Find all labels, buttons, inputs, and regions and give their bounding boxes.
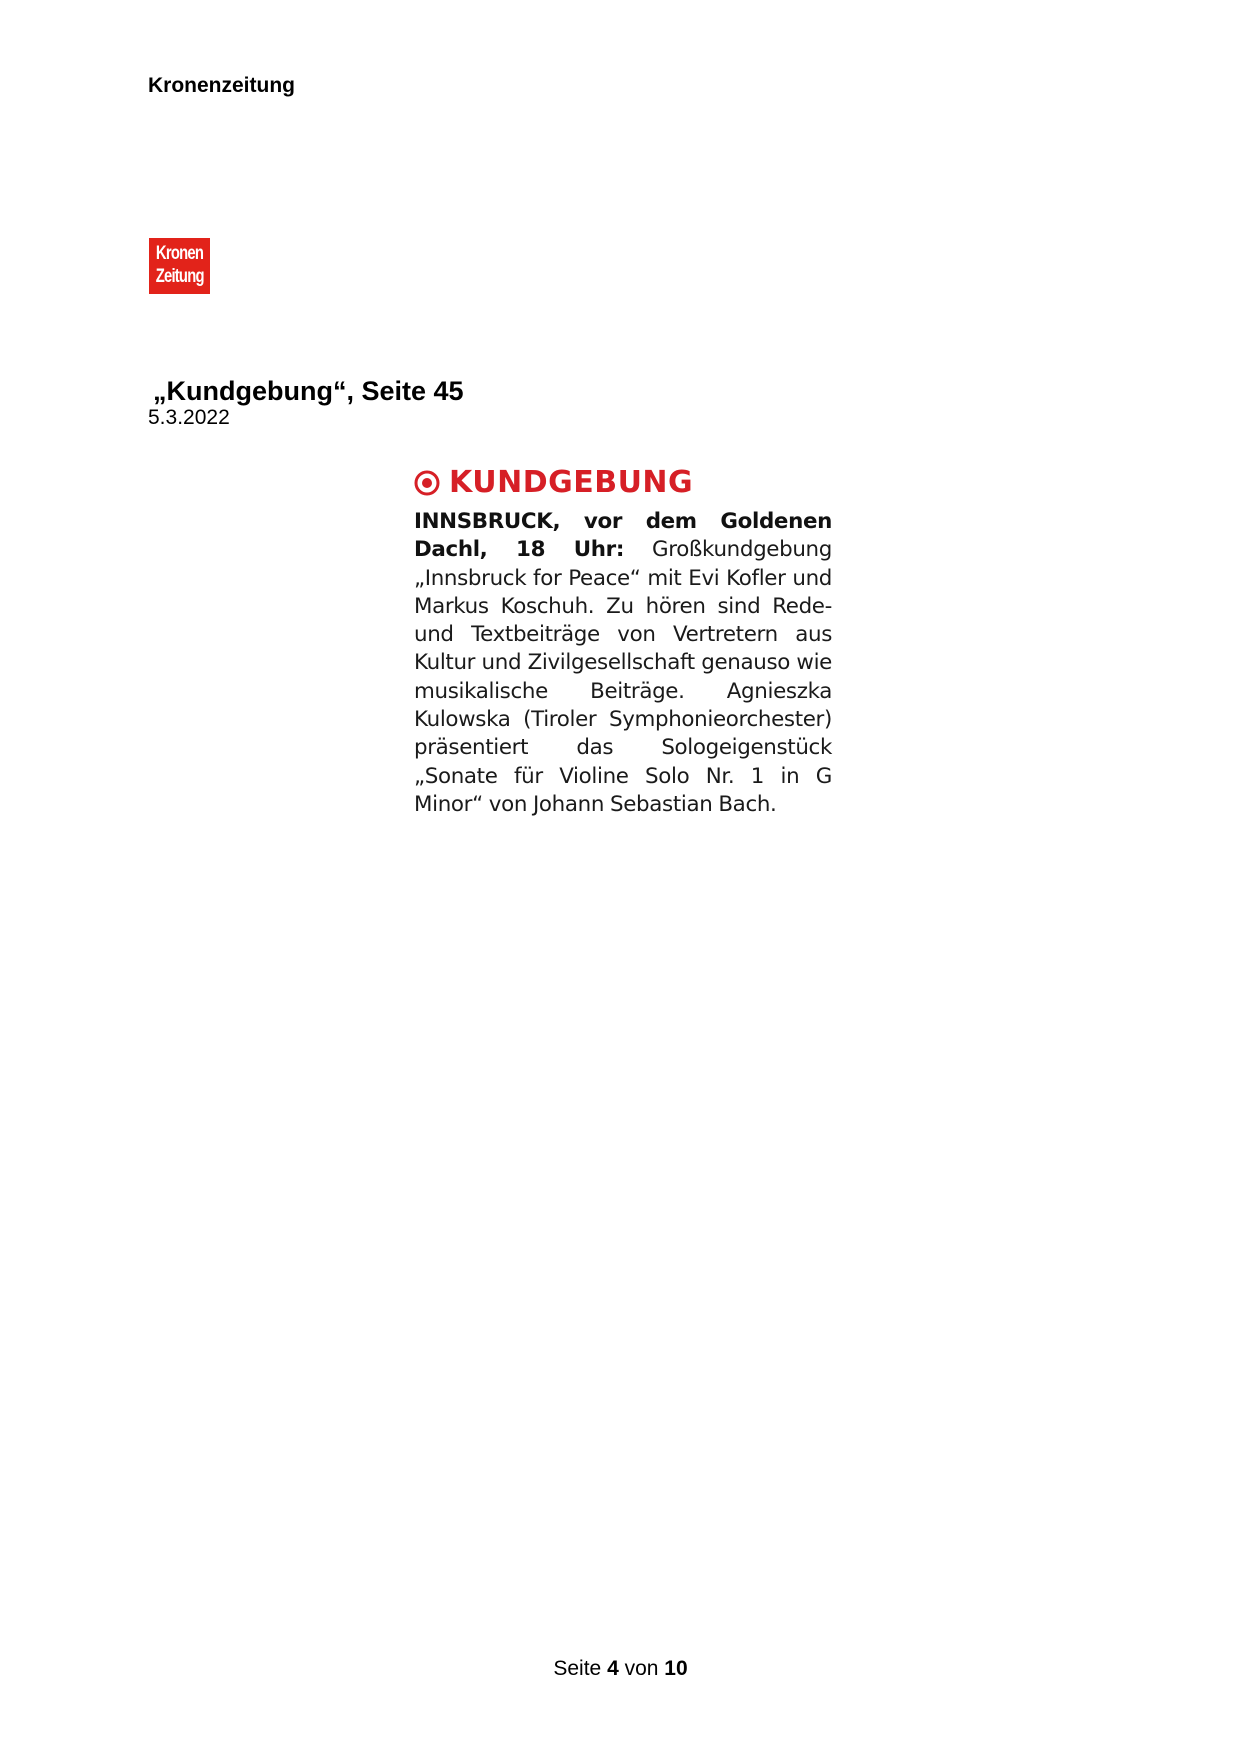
footer-total-pages: 10 — [664, 1657, 688, 1680]
clipping-body — [414, 508, 832, 819]
footer-separator: von — [624, 1657, 659, 1680]
clipping-kicker-text: KUNDGEBUNG — [449, 465, 694, 500]
kronen-zeitung-logo — [149, 238, 210, 294]
clipping-lead: INNSBRUCK, vor dem Goldenen Dachl, 18 Uhr: — [414, 509, 832, 563]
logo-line-2: Zeitung — [155, 266, 204, 287]
source-name: Kronenzeitung — [148, 74, 295, 97]
page-footer — [0, 1657, 1241, 1681]
newspaper-clipping — [414, 462, 832, 819]
logo-line-1: Kronen — [155, 243, 204, 264]
footer-prefix: Seite — [553, 1657, 602, 1680]
clipping-kicker — [414, 462, 832, 504]
article-title: „Kundgebung“, Seite 45 — [153, 376, 464, 406]
clipping-text: Großkundgebung „Innsbruck for Peace“ mit Evi Kofler und Markus Koschuh. Zu hören sind Rede- und Textbeiträge von Vertretern aus Kultur und Zivilgesellschaft genauso wie musikalische Beiträge. Agnieszka Kulowska (Tiroler Symphonieorchester) präsentiert das Sologeigenstück „Sonate für Violine Solo Nr. 1 in G Minor“ von Johann Sebastian Bach. — [414, 537, 832, 817]
article-date: 5.3.2022 — [148, 406, 230, 429]
footer-current-page: 4 — [607, 1657, 619, 1680]
target-circle-icon — [414, 470, 440, 496]
